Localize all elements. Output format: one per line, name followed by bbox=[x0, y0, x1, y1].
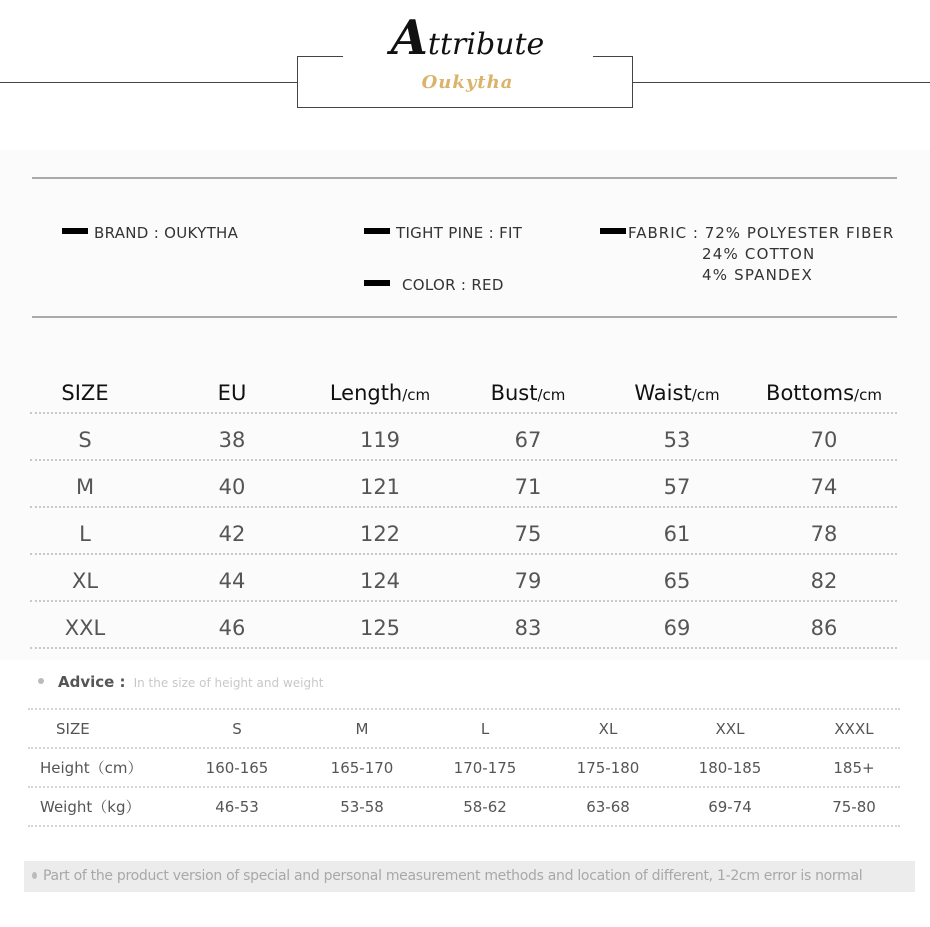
header-length: Length/cm bbox=[329, 381, 431, 405]
cell-size: M bbox=[75, 475, 95, 499]
advice-cell: L bbox=[480, 720, 490, 738]
advice-cell: S bbox=[232, 720, 242, 738]
divider-top bbox=[32, 177, 897, 179]
page-title bbox=[345, 10, 590, 66]
header-frame-top-left bbox=[297, 56, 343, 57]
measurement-note bbox=[24, 861, 915, 892]
attr-fabric-line-1: FABRIC : 72% POLYESTER FIBER bbox=[628, 224, 895, 242]
table-row bbox=[30, 461, 897, 508]
cell-length: 121 bbox=[359, 475, 401, 499]
cell-waist: 53 bbox=[663, 428, 691, 452]
cell-eu: 40 bbox=[218, 475, 246, 499]
advice-cell: 185+ bbox=[833, 759, 875, 777]
cell-bust: 71 bbox=[514, 475, 542, 499]
attr-fit bbox=[364, 224, 522, 242]
header-line-right bbox=[632, 82, 930, 83]
advice-cell: XL bbox=[598, 720, 618, 738]
header-size: SIZE bbox=[61, 381, 109, 405]
cell-waist: 61 bbox=[663, 522, 691, 546]
cell-bust: 83 bbox=[514, 616, 542, 640]
advice-heading bbox=[38, 672, 323, 691]
advice-cell: XXXL bbox=[834, 720, 874, 738]
attr-fabric-line-3: 4% SPANDEX bbox=[702, 266, 813, 284]
table-row bbox=[30, 555, 897, 602]
title-initial: A bbox=[390, 10, 428, 66]
cell-size: XL bbox=[71, 569, 99, 593]
cell-eu: 44 bbox=[218, 569, 246, 593]
advice-cell: 69-74 bbox=[708, 798, 752, 816]
cell-bust: 75 bbox=[514, 522, 542, 546]
advice-cell: 75-80 bbox=[832, 798, 876, 816]
cell-eu: 42 bbox=[218, 522, 246, 546]
cell-bust: 79 bbox=[514, 569, 542, 593]
advice-cell: 165-170 bbox=[330, 759, 394, 777]
measurement-note-text: Part of the product version of special and personal measurement methods and location of different, 1-2cm error is normal bbox=[43, 868, 863, 884]
bullet-dot-icon bbox=[32, 872, 37, 879]
advice-hint: In the size of height and weight bbox=[133, 676, 324, 690]
cell-bust: 67 bbox=[514, 428, 542, 452]
advice-cell: M bbox=[355, 720, 369, 738]
advice-cell: 180-185 bbox=[698, 759, 762, 777]
cell-size: S bbox=[78, 428, 92, 452]
table-row bbox=[30, 414, 897, 461]
advice-row-size bbox=[28, 710, 900, 749]
advice-row-height bbox=[28, 749, 900, 788]
bullet-dot-icon bbox=[38, 678, 44, 684]
cell-size: XXL bbox=[64, 616, 106, 640]
attr-fit-text: TIGHT PINE : FIT bbox=[396, 224, 523, 242]
advice-row-weight bbox=[28, 788, 900, 827]
cell-waist: 69 bbox=[663, 616, 691, 640]
cell-bottoms: 86 bbox=[810, 616, 838, 640]
bullet-bar-icon bbox=[600, 228, 626, 234]
advice-cell: 53-58 bbox=[340, 798, 384, 816]
advice-cell: 175-180 bbox=[576, 759, 640, 777]
advice-table bbox=[28, 708, 900, 827]
table-row bbox=[30, 508, 897, 555]
bullet-bar-icon bbox=[62, 228, 88, 234]
cell-waist: 57 bbox=[663, 475, 691, 499]
size-table-header bbox=[30, 368, 897, 414]
attr-brand-text: BRAND : OUKYTHA bbox=[94, 224, 239, 242]
cell-size: L bbox=[79, 522, 91, 546]
advice-label: Advice : bbox=[58, 673, 126, 691]
bullet-bar-icon bbox=[364, 280, 390, 286]
advice-cell: 63-68 bbox=[586, 798, 630, 816]
advice-row-label: SIZE bbox=[56, 720, 90, 738]
header-waist: Waist/cm bbox=[634, 381, 720, 405]
header-bottoms: Bottoms/cm bbox=[766, 381, 882, 405]
size-table bbox=[30, 368, 897, 649]
cell-eu: 38 bbox=[218, 428, 246, 452]
cell-eu: 46 bbox=[218, 616, 246, 640]
advice-row-label: Height（cm） bbox=[40, 759, 143, 777]
header-line-left bbox=[0, 82, 298, 83]
advice-cell: 58-62 bbox=[463, 798, 507, 816]
header-bust: Bust/cm bbox=[490, 381, 566, 405]
attr-color bbox=[364, 276, 504, 294]
advice-cell: XXL bbox=[715, 720, 745, 738]
attr-fabric bbox=[600, 224, 894, 242]
advice-cell: 46-53 bbox=[215, 798, 259, 816]
cell-length: 124 bbox=[359, 569, 401, 593]
header-frame-top-right bbox=[593, 56, 633, 57]
cell-length: 125 bbox=[359, 616, 401, 640]
bullet-bar-icon bbox=[364, 228, 390, 234]
cell-bottoms: 82 bbox=[810, 569, 838, 593]
attr-fabric-line-2: 24% COTTON bbox=[702, 245, 816, 263]
cell-bottoms: 74 bbox=[810, 475, 838, 499]
header-eu: EU bbox=[217, 381, 247, 405]
title-rest: ttribute bbox=[427, 27, 545, 62]
advice-row-label: Weight（kg） bbox=[40, 798, 141, 816]
advice-cell: 170-175 bbox=[453, 759, 517, 777]
attr-color-text: COLOR : RED bbox=[402, 276, 504, 294]
advice-cell: 160-165 bbox=[205, 759, 269, 777]
brand-subtitle: Oukytha bbox=[421, 72, 514, 93]
cell-bottoms: 78 bbox=[810, 522, 838, 546]
cell-length: 122 bbox=[359, 522, 401, 546]
cell-bottoms: 70 bbox=[810, 428, 838, 452]
cell-length: 119 bbox=[359, 428, 401, 452]
attr-brand bbox=[62, 224, 238, 242]
divider-bottom bbox=[32, 316, 897, 318]
cell-waist: 65 bbox=[663, 569, 691, 593]
table-row bbox=[30, 602, 897, 649]
